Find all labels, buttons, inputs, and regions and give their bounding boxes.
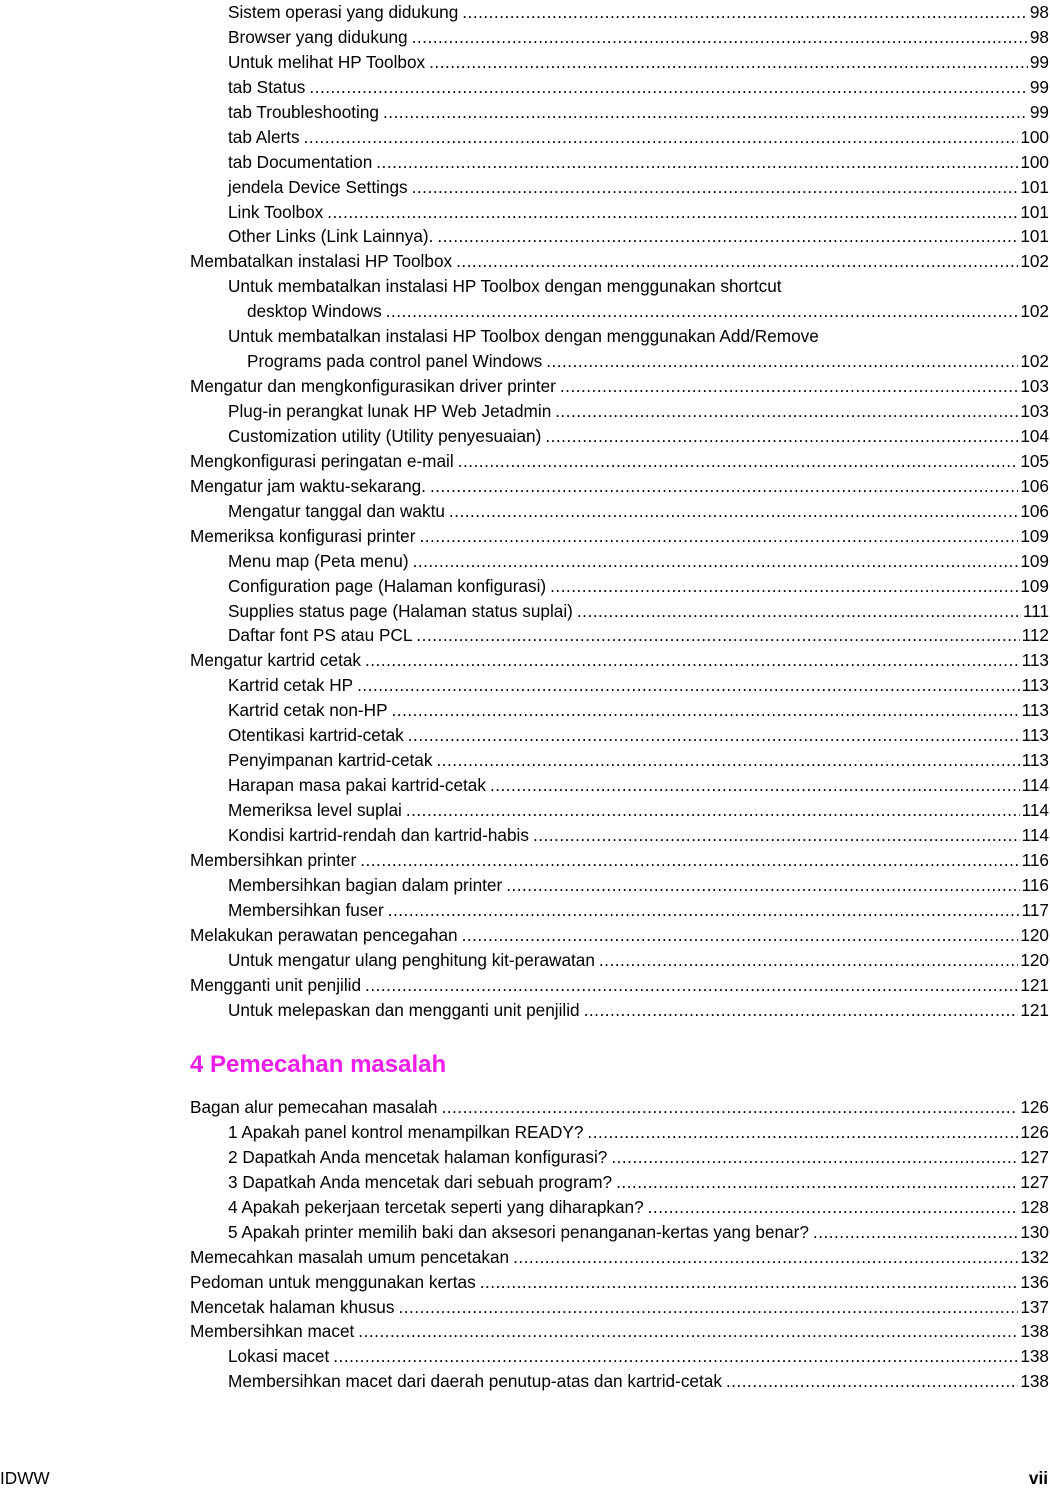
toc-entry-title: 5 Apakah printer memilih baki dan aksesori penanganan-kertas yang benar?: [228, 1221, 809, 1242]
footer-label: IDWW: [0, 1468, 50, 1488]
toc-page-number: 132: [1020, 1246, 1049, 1267]
toc-entry-title: tab Troubleshooting: [228, 101, 379, 122]
toc-entry[interactable]: [190, 324, 1050, 374]
toc-entry-title: Untuk membatalkan instalasi HP Toolbox dengan menggunakan shortcut: [228, 276, 782, 297]
dot-leader: [449, 499, 1018, 524]
toc-entry[interactable]: [190, 599, 1050, 624]
toc-page-number: 102: [1020, 301, 1049, 322]
toc-page-number: 116: [1021, 849, 1049, 870]
toc-entry[interactable]: [190, 499, 1050, 524]
toc-entry[interactable]: [190, 698, 1050, 723]
dot-leader: [419, 524, 1018, 549]
toc-entry[interactable]: [190, 0, 1050, 25]
toc-entry[interactable]: [190, 424, 1050, 449]
dot-leader: [398, 1295, 1018, 1320]
toc-page-number: 127: [1020, 1171, 1049, 1192]
toc-page-number: 136: [1020, 1271, 1049, 1292]
toc-entry-title: Otentikasi kartrid-cetak: [228, 725, 404, 746]
chapter-heading: 4 Pemecahan masalah: [190, 1051, 447, 1078]
toc-entry[interactable]: [190, 100, 1050, 125]
toc-page-number: 113: [1021, 725, 1049, 746]
dot-leader: [813, 1220, 1018, 1245]
dot-leader: [360, 848, 1019, 873]
toc-page-number: 109: [1020, 575, 1049, 596]
toc-entry-title: 4 Apakah pekerjaan tercetak seperti yang diharapkan?: [228, 1196, 644, 1217]
toc-entry-title: Untuk membatalkan instalasi HP Toolbox dengan menggunakan Add/Remove: [228, 326, 819, 347]
toc-entry-title: Pedoman untuk menggunakan kertas: [190, 1271, 476, 1292]
toc-entry-title: Configuration page (Halaman konfigurasi): [228, 575, 547, 596]
dot-leader: [357, 673, 1019, 698]
toc-page-number: 127: [1020, 1146, 1049, 1167]
toc-entry-title: Membersihkan fuser: [228, 899, 384, 920]
toc-page-number: 137: [1020, 1296, 1049, 1317]
toc-entry[interactable]: [190, 873, 1050, 898]
toc-entry[interactable]: [190, 923, 1050, 948]
toc-entry[interactable]: [190, 1195, 1050, 1220]
toc-entry-title: Memecahkan masalah umum pencetakan: [190, 1246, 510, 1267]
toc-entry[interactable]: [190, 574, 1050, 599]
dot-leader: [406, 798, 1020, 823]
toc-entry[interactable]: [190, 748, 1050, 773]
dot-leader: [560, 374, 1018, 399]
dot-leader: [456, 249, 1018, 274]
toc-entry[interactable]: [190, 648, 1050, 673]
dot-leader: [441, 1095, 1018, 1120]
toc-page-number: 102: [1020, 351, 1049, 372]
toc-entry[interactable]: [190, 623, 1050, 648]
toc-entry-title: Plug-in perangkat lunak HP Web Jetadmin: [228, 401, 552, 421]
toc-entry-title: Menu map (Peta menu): [228, 550, 409, 571]
toc-page-number: 120: [1020, 924, 1049, 945]
toc-entry-title: tab Alerts: [228, 126, 300, 147]
toc-entry[interactable]: [190, 1270, 1050, 1295]
toc-entry[interactable]: [190, 998, 1050, 1023]
toc-entry-title: Melakukan perawatan pencegahan: [190, 924, 458, 945]
dot-leader: [611, 1145, 1018, 1170]
page-number: vii: [1028, 1468, 1048, 1488]
toc-page-number: 130: [1020, 1221, 1049, 1242]
dot-leader: [545, 424, 1018, 449]
toc-entry-title: Mengatur tanggal dan waktu: [228, 500, 445, 521]
toc-entry[interactable]: [190, 175, 1050, 200]
toc-entry-title: Memeriksa konfigurasi printer: [190, 525, 416, 546]
toc-entry[interactable]: [190, 1295, 1050, 1320]
toc-entry[interactable]: [190, 1120, 1050, 1145]
dot-leader: [304, 125, 1019, 150]
dot-leader: [412, 25, 1028, 50]
dot-leader: [599, 948, 1018, 973]
dot-leader: [555, 399, 1018, 424]
toc-page-number: 116: [1021, 874, 1049, 895]
dot-leader: [533, 823, 1020, 848]
dot-leader: [726, 1369, 1018, 1394]
toc-page-number: 101: [1020, 176, 1049, 197]
toc-entry[interactable]: [190, 673, 1050, 698]
dot-leader: [577, 599, 1021, 624]
toc-entry-title: tab Documentation: [228, 151, 373, 172]
toc-entry-title: Memeriksa level suplai: [228, 800, 402, 820]
toc-page-number: 117: [1021, 899, 1049, 920]
dot-leader: [462, 923, 1019, 948]
toc-entry-title: Link Toolbox: [228, 201, 324, 222]
toc-page-number: 113: [1021, 650, 1049, 671]
toc-entry[interactable]: [190, 1170, 1050, 1195]
dot-leader: [408, 723, 1020, 748]
toc-entry-title: 2 Dapatkah Anda mencetak halaman konfigurasi?: [228, 1146, 608, 1167]
toc-entry[interactable]: [190, 848, 1050, 873]
dot-leader: [412, 175, 1019, 200]
toc-page-number: 98: [1029, 2, 1049, 22]
dot-leader: [416, 623, 1019, 648]
dot-leader: [388, 898, 1020, 923]
toc-entry-title-continued: desktop Windows: [247, 301, 382, 322]
toc-page-number: 109: [1020, 525, 1049, 546]
dot-leader: [506, 873, 1019, 898]
dot-leader: [383, 100, 1028, 125]
toc-page-number: 138: [1020, 1321, 1049, 1342]
toc-entry-title: Kondisi kartrid-rendah dan kartrid-habis: [228, 824, 529, 845]
toc-entry-title: Penyimpanan kartrid-cetak: [228, 750, 433, 771]
dot-leader: [376, 150, 1018, 175]
toc-entry[interactable]: [190, 125, 1050, 150]
toc-entry-title: Lokasi macet: [228, 1346, 330, 1367]
toc-page-number: 126: [1020, 1121, 1049, 1142]
dot-leader: [309, 75, 1027, 100]
toc-entry-title: Mengganti unit penjilid: [190, 974, 362, 995]
toc-entry[interactable]: [190, 524, 1050, 549]
toc-entry-continuation: [228, 349, 1050, 374]
dot-leader: [358, 1319, 1018, 1344]
toc-entry-title: Untuk melihat HP Toolbox: [228, 51, 426, 72]
toc-page-number: 99: [1029, 51, 1049, 72]
dot-leader: [616, 1170, 1018, 1195]
toc-page-number: 112: [1021, 625, 1049, 646]
toc-page-number: 98: [1029, 26, 1049, 47]
toc-entry-title: Membatalkan instalasi HP Toolbox: [190, 251, 453, 272]
toc-page-number: 103: [1020, 376, 1049, 397]
toc-entry[interactable]: [190, 200, 1050, 225]
dot-leader: [392, 698, 1020, 723]
dot-leader: [587, 1120, 1018, 1145]
dot-leader: [413, 549, 1019, 574]
dot-leader: [490, 773, 1020, 798]
toc-entry[interactable]: [190, 374, 1050, 399]
toc-entry[interactable]: [190, 549, 1050, 574]
toc-page-number: 126: [1020, 1097, 1049, 1117]
dot-leader: [437, 224, 1018, 249]
dot-leader: [333, 1344, 1018, 1369]
toc-entry[interactable]: [190, 150, 1050, 175]
toc-entry[interactable]: [190, 1245, 1050, 1270]
dot-leader: [386, 299, 1019, 324]
toc-entry-title: Kartrid cetak HP: [228, 675, 354, 696]
toc-page-number: 109: [1020, 550, 1049, 571]
toc-entry-title: Daftar font PS atau PCL: [228, 625, 413, 646]
toc-entry-title: Mencetak halaman khusus: [190, 1296, 395, 1317]
toc-entry-title: 3 Dapatkah Anda mencetak dari sebuah program?: [228, 1171, 613, 1192]
toc-page-number: 105: [1020, 450, 1049, 471]
dot-leader: [546, 349, 1018, 374]
toc-entry-title: Mengatur dan mengkonfigurasikan driver printer: [190, 376, 556, 397]
toc-page-number: 120: [1020, 949, 1049, 970]
toc-entry-title: Bagan alur pemecahan masalah: [190, 1097, 438, 1117]
toc-entry-title: Browser yang didukung: [228, 26, 408, 47]
toc-entry-title: Untuk melepaskan dan mengganti unit penjilid: [228, 999, 580, 1020]
toc-entry-title: Kartrid cetak non-HP: [228, 700, 388, 721]
dot-leader: [648, 1195, 1019, 1220]
toc-entry-title: Mengkonfigurasi peringatan e-mail: [190, 450, 454, 471]
toc-entry[interactable]: [190, 948, 1050, 973]
toc-entry[interactable]: [190, 25, 1050, 50]
toc-page-number: 101: [1020, 226, 1049, 247]
toc-page-number: 113: [1021, 675, 1049, 696]
dot-leader: [513, 1245, 1018, 1270]
toc-page-number: 99: [1029, 101, 1049, 122]
toc-page-number: 114: [1021, 824, 1049, 845]
toc-page-number: 138: [1020, 1371, 1049, 1392]
toc-entry[interactable]: [190, 1369, 1050, 1394]
toc-page-number: 138: [1020, 1346, 1049, 1367]
toc-page-number: 113: [1021, 750, 1049, 771]
dot-leader: [462, 0, 1028, 25]
toc-entry[interactable]: [190, 1344, 1050, 1369]
toc-page-number: 100: [1020, 126, 1049, 147]
toc-entry[interactable]: [190, 1095, 1050, 1120]
toc-entry-title: jendela Device Settings: [228, 176, 408, 197]
toc-entry-title-continued: Programs pada control panel Windows: [247, 351, 543, 372]
toc-entry-title: Customization utility (Utility penyesuaian): [228, 425, 542, 446]
toc-page-number: 99: [1029, 76, 1049, 97]
toc-entry[interactable]: [190, 474, 1050, 499]
dot-leader: [458, 449, 1019, 474]
toc-entry-title: 1 Apakah panel kontrol menampilkan READY?: [228, 1121, 584, 1142]
toc-entry[interactable]: [190, 898, 1050, 923]
toc-page-number: 113: [1021, 700, 1049, 721]
toc-entry[interactable]: [190, 1220, 1050, 1245]
toc-page-number: 111: [1022, 600, 1049, 621]
dot-leader: [584, 998, 1019, 1023]
toc-entry-title: tab Status: [228, 76, 306, 97]
dot-leader: [327, 200, 1018, 225]
toc-section-continued: [190, 0, 1050, 1022]
dot-leader: [429, 50, 1028, 75]
toc-page-number: 106: [1020, 500, 1049, 521]
dot-leader: [436, 748, 1019, 773]
toc-entry-title: Supplies status page (Halaman status suplai): [228, 600, 573, 621]
toc-page-number: 106: [1020, 475, 1049, 496]
toc-entry-title: Membersihkan macet dari daerah penutup-atas dan kartrid-cetak: [228, 1371, 722, 1392]
toc-entry-title: Untuk mengatur ulang penghitung kit-perawatan: [228, 949, 595, 970]
dot-leader: [550, 574, 1018, 599]
toc-entry-title: Other Links (Link Lainnya).: [228, 226, 434, 247]
toc-entry[interactable]: [190, 399, 1050, 424]
toc-entry-title: Membersihkan bagian dalam printer: [228, 874, 503, 895]
toc-entry-title: Sistem operasi yang didukung: [228, 2, 459, 22]
toc-entry-title: Mengatur kartrid cetak: [190, 650, 361, 671]
dot-leader: [480, 1270, 1019, 1295]
toc-page-number: 128: [1020, 1196, 1049, 1217]
toc-entry[interactable]: [190, 973, 1050, 998]
toc-page-number: 104: [1020, 425, 1049, 446]
toc-entry[interactable]: [190, 224, 1050, 249]
toc-page-number: 100: [1020, 151, 1049, 172]
toc-entry-title: Membersihkan printer: [190, 849, 357, 870]
toc-entry[interactable]: [190, 274, 1050, 324]
dot-leader: [365, 973, 1018, 998]
toc-page-number: 103: [1020, 401, 1049, 421]
toc-page-number: 114: [1021, 800, 1049, 820]
toc-entry[interactable]: [190, 823, 1050, 848]
toc-entry[interactable]: [190, 449, 1050, 474]
dot-leader: [365, 648, 1020, 673]
toc-entry[interactable]: [190, 50, 1050, 75]
toc-entry[interactable]: [190, 798, 1050, 823]
toc-entry[interactable]: [190, 1145, 1050, 1170]
toc-entry-title: Membersihkan macet: [190, 1321, 355, 1342]
toc-entry[interactable]: [190, 249, 1050, 274]
toc-entry[interactable]: [190, 773, 1050, 798]
toc-section-chapter-4: [190, 1095, 1050, 1394]
toc-page-number: 114: [1021, 775, 1049, 796]
toc-entry[interactable]: [190, 75, 1050, 100]
toc-entry[interactable]: [190, 723, 1050, 748]
toc-entry[interactable]: [190, 1319, 1050, 1344]
toc-entry-continuation: [228, 299, 1050, 324]
toc-page-number: 101: [1020, 201, 1049, 222]
toc-entry-title: Harapan masa pakai kartrid-cetak: [228, 775, 486, 796]
dot-leader: [430, 474, 1018, 499]
toc-page-number: 121: [1020, 974, 1049, 995]
toc-page-number: 121: [1020, 999, 1049, 1020]
toc-page-number: 102: [1020, 251, 1049, 272]
toc-entry-title: Mengatur jam waktu-sekarang.: [190, 475, 426, 496]
